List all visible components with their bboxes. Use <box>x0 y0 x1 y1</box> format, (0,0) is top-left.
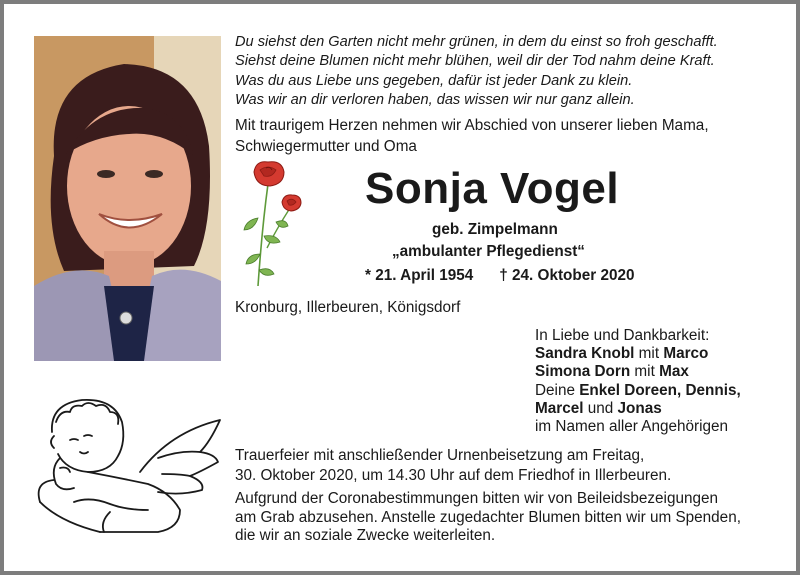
deceased-name: Sonja Vogel <box>365 164 620 213</box>
poem-line: Was du aus Liebe uns gegeben, dafür ist jeder Dank zu klein. <box>235 72 633 89</box>
covid-line: die wir an soziale Zwecke weiterleiten. <box>235 527 496 545</box>
poem <box>235 33 775 111</box>
mourners-line: In Liebe und Dankbarkeit: <box>535 327 710 344</box>
mourners-line: Deine Enkel Doreen, Dennis, <box>535 381 741 399</box>
covid-line: Aufgrund der Coronabestimmungen bitten wir von Beileidsbezeigungen <box>235 490 719 507</box>
funeral-line: Trauerfeier mit anschließender Urnenbeisetzung am Freitag, <box>235 447 645 464</box>
born-name: geb. Zimpelmann <box>432 221 558 238</box>
mourners-line: Simona Dorn mit Max <box>535 363 689 381</box>
places: Kronburg, Illerbeuren, Königsdorf <box>235 299 461 316</box>
covid-line: am Grab abzusehen. Anstelle zugedachter Blumen bitten wir um Spenden, <box>235 508 741 526</box>
funeral-info <box>235 446 775 485</box>
mourners-line: im Namen aller Angehörigen <box>535 418 729 436</box>
poem-line: Siehst deine Blumen nicht mehr blühen, weil dir der Tod nahm deine Kraft. <box>235 53 715 70</box>
mourners <box>535 327 741 436</box>
farewell-intro <box>235 116 780 157</box>
intro-line: Schwiegermutter und Oma <box>235 137 417 155</box>
occupation: „ambulanter Pflegedienst“ <box>392 243 585 260</box>
rose-icon <box>240 158 312 290</box>
mourners-line: Sandra Knobl mit Marco <box>535 345 709 363</box>
intro-line: Mit traurigem Herzen nehmen wir Abschied von unserer lieben Mama, <box>235 117 709 134</box>
covid-note <box>235 490 780 546</box>
life-dates <box>365 267 634 285</box>
birth-date: * 21. April 1954 <box>365 267 474 284</box>
death-date: † 24. Oktober 2020 <box>499 267 635 284</box>
portrait-photo <box>34 36 221 361</box>
mourners-line: Marcel und Jonas <box>535 399 662 417</box>
funeral-line: 30. Oktober 2020, um 14.30 Uhr auf dem Friedhof in Illerbeuren. <box>235 466 672 484</box>
poem-line: Was wir an dir verloren haben, das wissen wir nur ganz allein. <box>235 92 635 109</box>
poem-line: Du siehst den Garten nicht mehr grünen, in dem du einst so froh geschafft. <box>235 34 718 50</box>
angel-icon <box>30 392 225 542</box>
